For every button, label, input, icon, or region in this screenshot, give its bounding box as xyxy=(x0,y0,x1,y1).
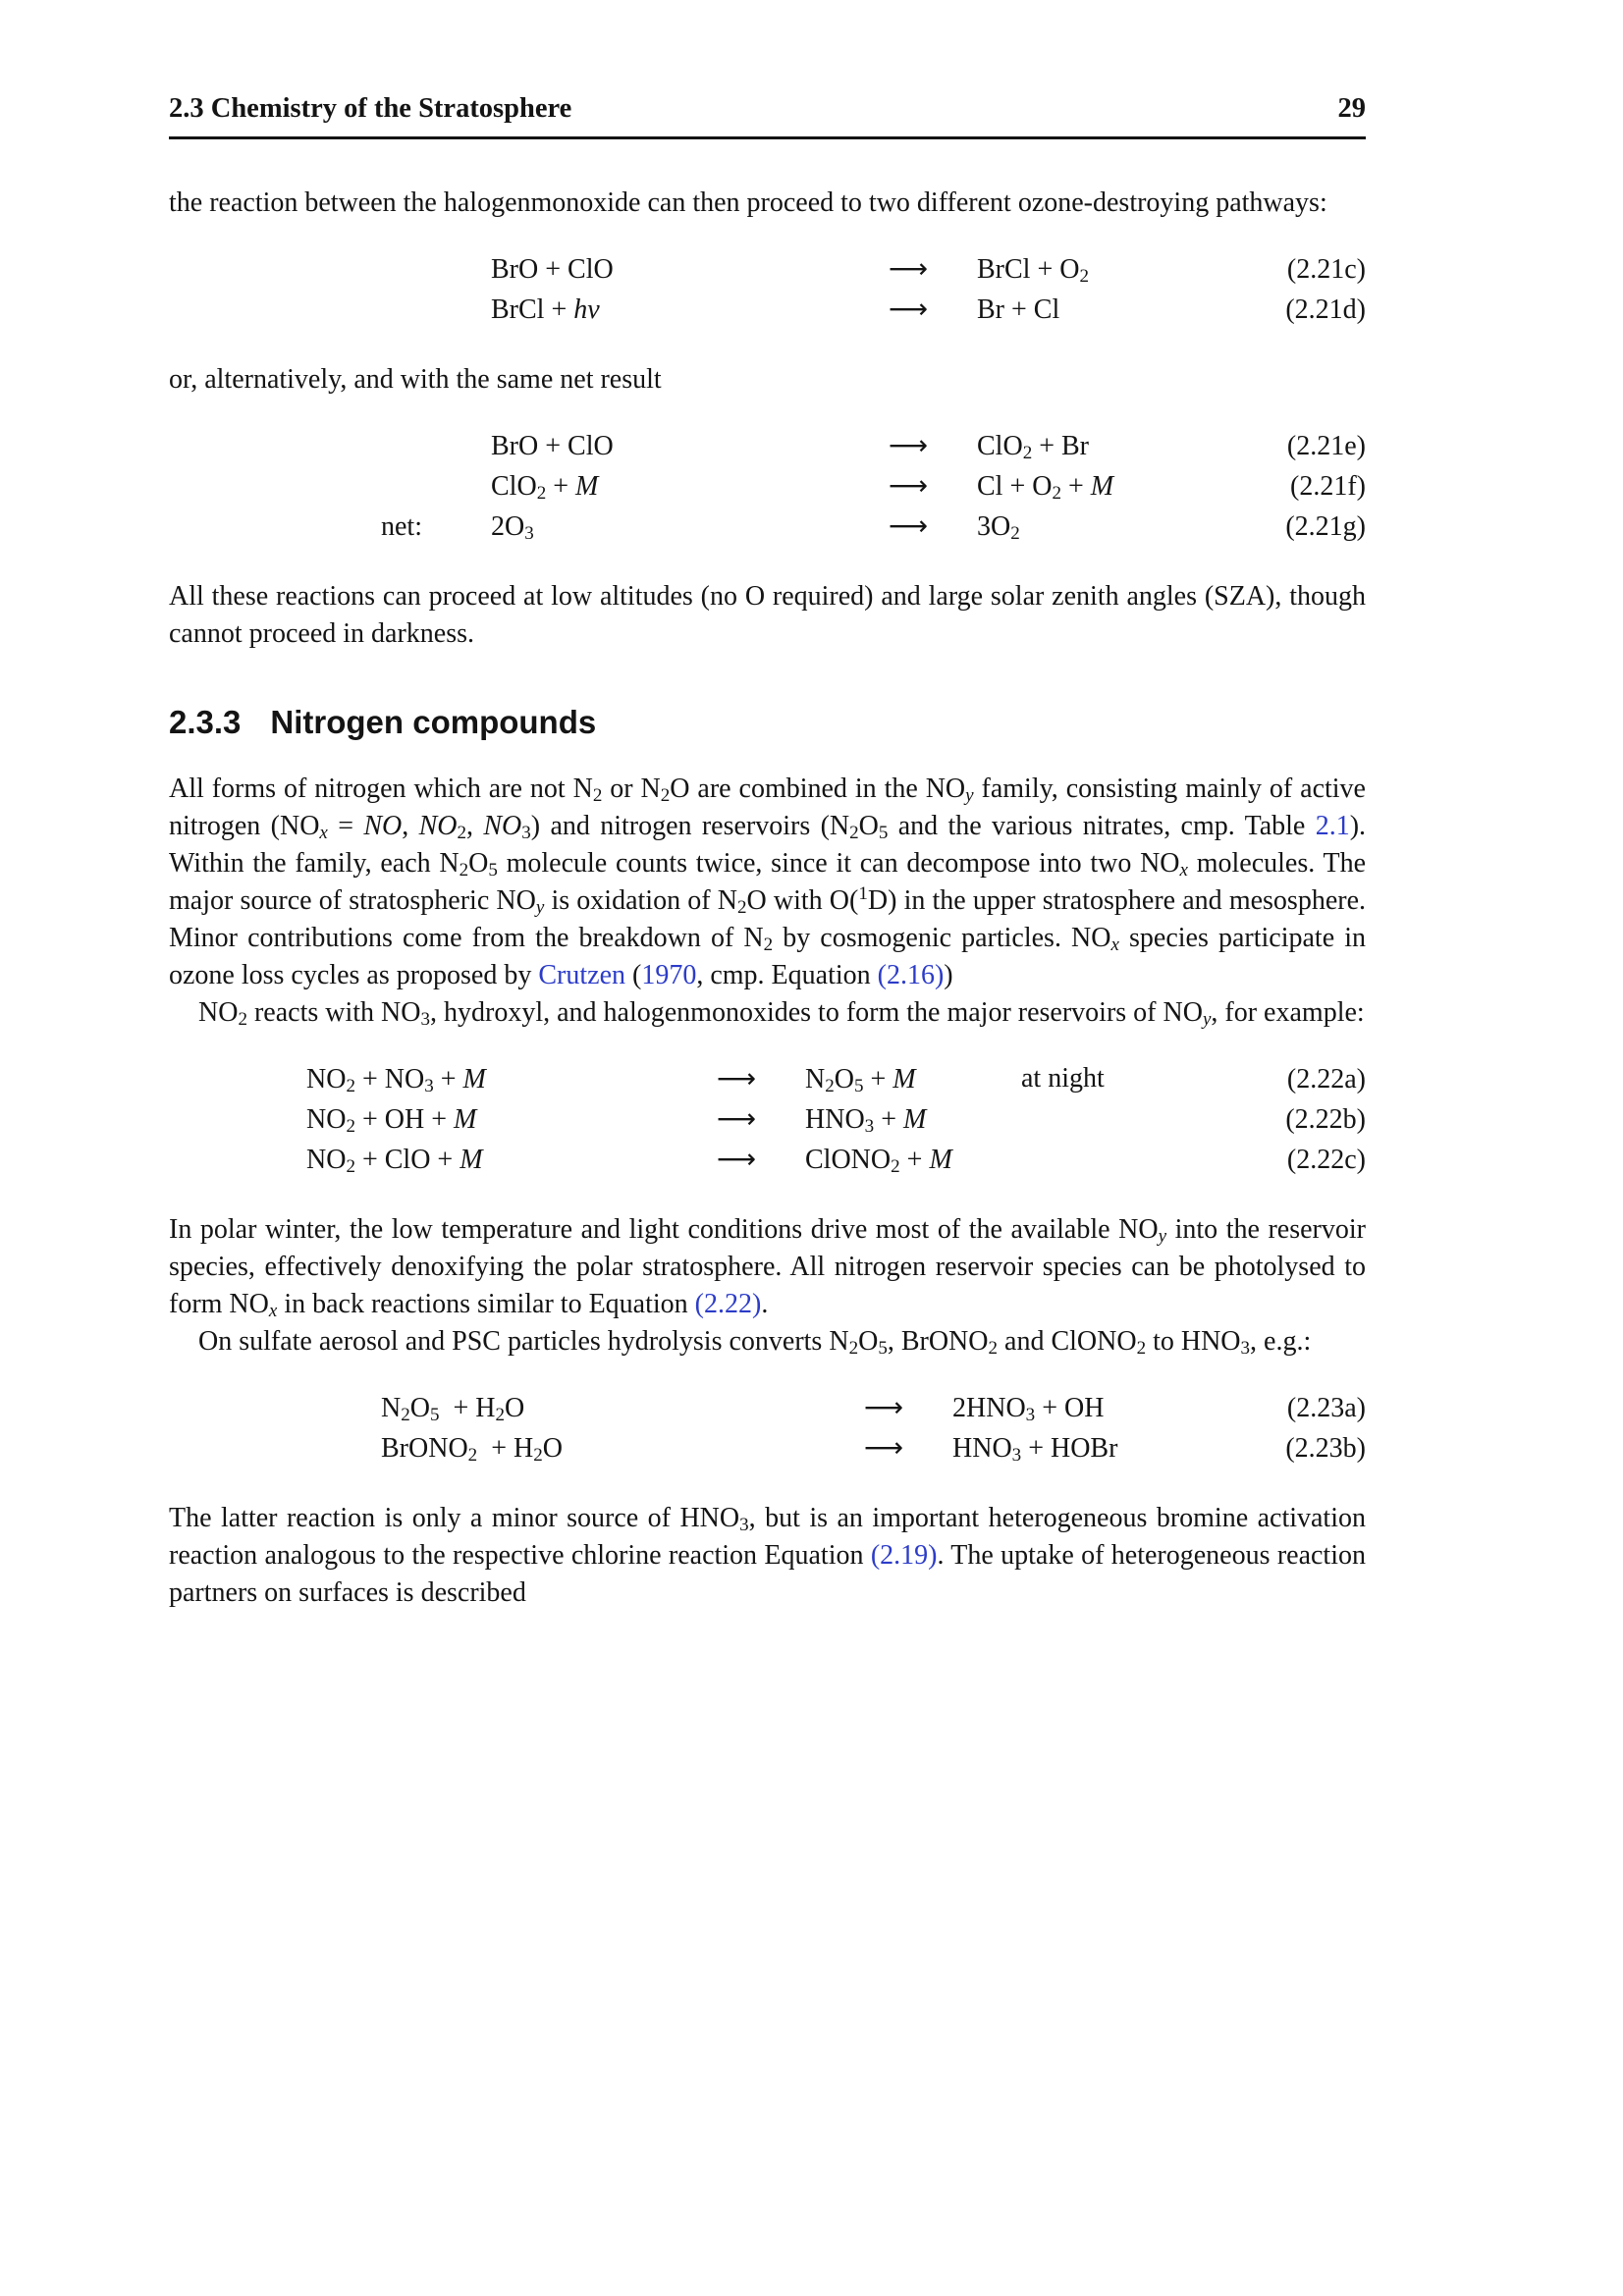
paragraph-alternative: or, alternatively, and with the same net result xyxy=(169,364,662,395)
section-heading xyxy=(169,704,1366,741)
equation-number: (2.21c) xyxy=(1286,254,1366,285)
equation-rhs: ClONO$_2$ + M xyxy=(805,1145,952,1178)
equation-lhs: BrONO$_2$ + $H_2O$ xyxy=(381,1433,563,1467)
equation-row-2-21e xyxy=(169,426,1366,466)
equation-rhs: $HNO_3$ + HOBr xyxy=(952,1433,1118,1467)
paragraph-no2-reacts: $NO_2$ reacts with $NO_3$, hydroxyl, and halogenmonoxides to form the major reservoirs of $NO_y$, for example: xyxy=(198,997,1365,1031)
text-block xyxy=(169,0,1366,1612)
paragraph-all-reactions: All these reactions can proceed at low altitudes (no O required) and large solar zenith angles (SZA), though cannot proceed in darkness. xyxy=(169,581,1366,649)
paragraph-sulfate: On sulfate aerosol and PSC particles hydrolysis converts $N_2O_5$, BrONO$_2$ and ClONO$_2$ to $HNO_3$, e.g.: xyxy=(198,1326,1312,1360)
equation-row-2-21d xyxy=(169,290,1366,330)
link-eq-2-19[interactable]: (2.19) xyxy=(870,1540,938,1571)
reaction-arrow-icon: ⟶ xyxy=(717,1062,757,1095)
equation-lhs: $NO_2$ + ClO + M xyxy=(306,1145,483,1178)
paragraph-latter: The latter reaction is only a minor source of $HNO_3$, but is an important heterogeneous bromine activation reaction analogous to the respective chlorine reaction Equation (2.19). The uptake of heterogeneous reaction partners on surfaces is described xyxy=(169,1503,1366,1608)
equation-lhs: BrCl + hν xyxy=(491,294,600,325)
equation-lhs: $2O_3$ xyxy=(491,511,534,545)
equation-rhs: Br + Cl xyxy=(977,294,1060,325)
reaction-arrow-icon: ⟶ xyxy=(889,252,929,285)
net-label: net: xyxy=(381,511,422,542)
equation-note: at night xyxy=(1021,1063,1105,1094)
link-eq-2-16[interactable]: (2.16) xyxy=(877,960,945,990)
reaction-arrow-icon: ⟶ xyxy=(864,1391,904,1423)
reaction-arrow-icon: ⟶ xyxy=(889,293,929,325)
header-section-title: 2.3 Chemistry of the Stratosphere xyxy=(169,93,572,124)
paragraph-nitrogen-family: All forms of nitrogen which are not $N_2$ or $N_2O$ are combined in the $NO_y$ family, consisting mainly of active nitrogen ($NO_x$ = NO, $NO_2$, $NO_3$) and nitrogen reservoirs ($N_2O_5$ and the various nitrates, cmp. Table 2.1). Within the family, each $N_2O_5$ molecule counts twice, since it can decompose into two $NO_x$ molecules. The major source of stratospheric $NO_y$ is oxidation of $N_2O$ with O($^1$D) in the upper stratosphere and mesosphere. Minor contributions come from the breakdown of $N_2$ by cosmogenic particles. $NO_x$ species participate in ozone loss cycles as proposed by Crutzen (1970, cmp. Equation (2.16)) xyxy=(169,774,1367,990)
equation-number: (2.21e) xyxy=(1286,431,1366,461)
equation-number: (2.22a) xyxy=(1286,1064,1366,1095)
equation-number: (2.21f) xyxy=(1290,471,1366,502)
equation-number: (2.21d) xyxy=(1285,294,1366,325)
equation-rhs: BrCl + $O_2$ xyxy=(977,254,1089,288)
equation-lhs: BrO + ClO xyxy=(491,431,614,461)
equation-rhs: ClO$_2$ + Br xyxy=(977,431,1089,464)
running-header xyxy=(169,0,1366,139)
equation-number: (2.21g) xyxy=(1285,511,1366,542)
link-cite-crutzen[interactable]: Crutzen xyxy=(538,960,625,990)
equation-number: (2.23a) xyxy=(1286,1393,1366,1423)
equation-row-2-22b xyxy=(169,1099,1366,1140)
equation-row-2-21f xyxy=(169,466,1366,507)
link-table-2-1[interactable]: 2.1 xyxy=(1315,811,1350,841)
reaction-arrow-icon: ⟶ xyxy=(717,1143,757,1175)
equation-row-2-23b xyxy=(169,1428,1366,1468)
equation-block-2-21efg xyxy=(169,426,1366,547)
paragraph-polar-winter: In polar winter, the low temperature and light conditions drive most of the available $NO_y$ into the reservoir species, effectively denoxifying the polar stratosphere. All nitrogen reservoir species can be photolysed to form $NO_x$ in back reactions similar to Equation (2.22). xyxy=(169,1214,1366,1322)
equation-block-2-23 xyxy=(169,1388,1366,1468)
equation-rhs: $2HNO_3$ + OH xyxy=(952,1393,1105,1426)
header-page-number: 29 xyxy=(1337,93,1366,124)
paragraph-intro: the reaction between the halogenmonoxide can then proceed to two different ozone-destroying pathways: xyxy=(169,187,1327,218)
reaction-arrow-icon: ⟶ xyxy=(717,1102,757,1135)
reaction-arrow-icon: ⟶ xyxy=(889,509,929,542)
equation-rhs: $Cl + O_2 + M$ xyxy=(977,471,1114,505)
section-title: Nitrogen compounds xyxy=(270,704,597,740)
equation-lhs: ClO$_2$ + M xyxy=(491,471,599,505)
equation-lhs: $N_2O_5 + H_2O$ xyxy=(381,1393,525,1426)
equation-number: (2.22c) xyxy=(1286,1145,1366,1175)
reaction-arrow-icon: ⟶ xyxy=(864,1431,904,1464)
equation-block-2-22 xyxy=(169,1059,1366,1180)
equation-row-2-22c xyxy=(169,1140,1366,1180)
equation-row-2-22a xyxy=(169,1059,1366,1099)
equation-row-2-23a xyxy=(169,1388,1366,1428)
equation-rhs: $3O_2$ xyxy=(977,511,1020,545)
equation-lhs: $NO_2$ + OH + M xyxy=(306,1104,477,1138)
equation-block-2-21cd xyxy=(169,249,1366,330)
link-eq-2-22[interactable]: (2.22) xyxy=(694,1289,762,1319)
reaction-arrow-icon: ⟶ xyxy=(889,469,929,502)
equation-rhs: $HNO_3 + M$ xyxy=(805,1104,927,1138)
equation-lhs: $NO_2 + NO_3 + M$ xyxy=(306,1064,486,1097)
equation-number: (2.22b) xyxy=(1285,1104,1366,1135)
equation-rhs: $N_2O_5 + M$ xyxy=(805,1064,916,1097)
section-number: 2.3.3 xyxy=(169,704,242,740)
reaction-arrow-icon: ⟶ xyxy=(889,429,929,461)
equation-row-2-21c xyxy=(169,249,1366,290)
link-cite-1970[interactable]: 1970 xyxy=(641,960,697,990)
equation-row-2-21g xyxy=(169,507,1366,547)
equation-number: (2.23b) xyxy=(1285,1433,1366,1464)
equation-lhs: BrO + ClO xyxy=(491,254,614,285)
